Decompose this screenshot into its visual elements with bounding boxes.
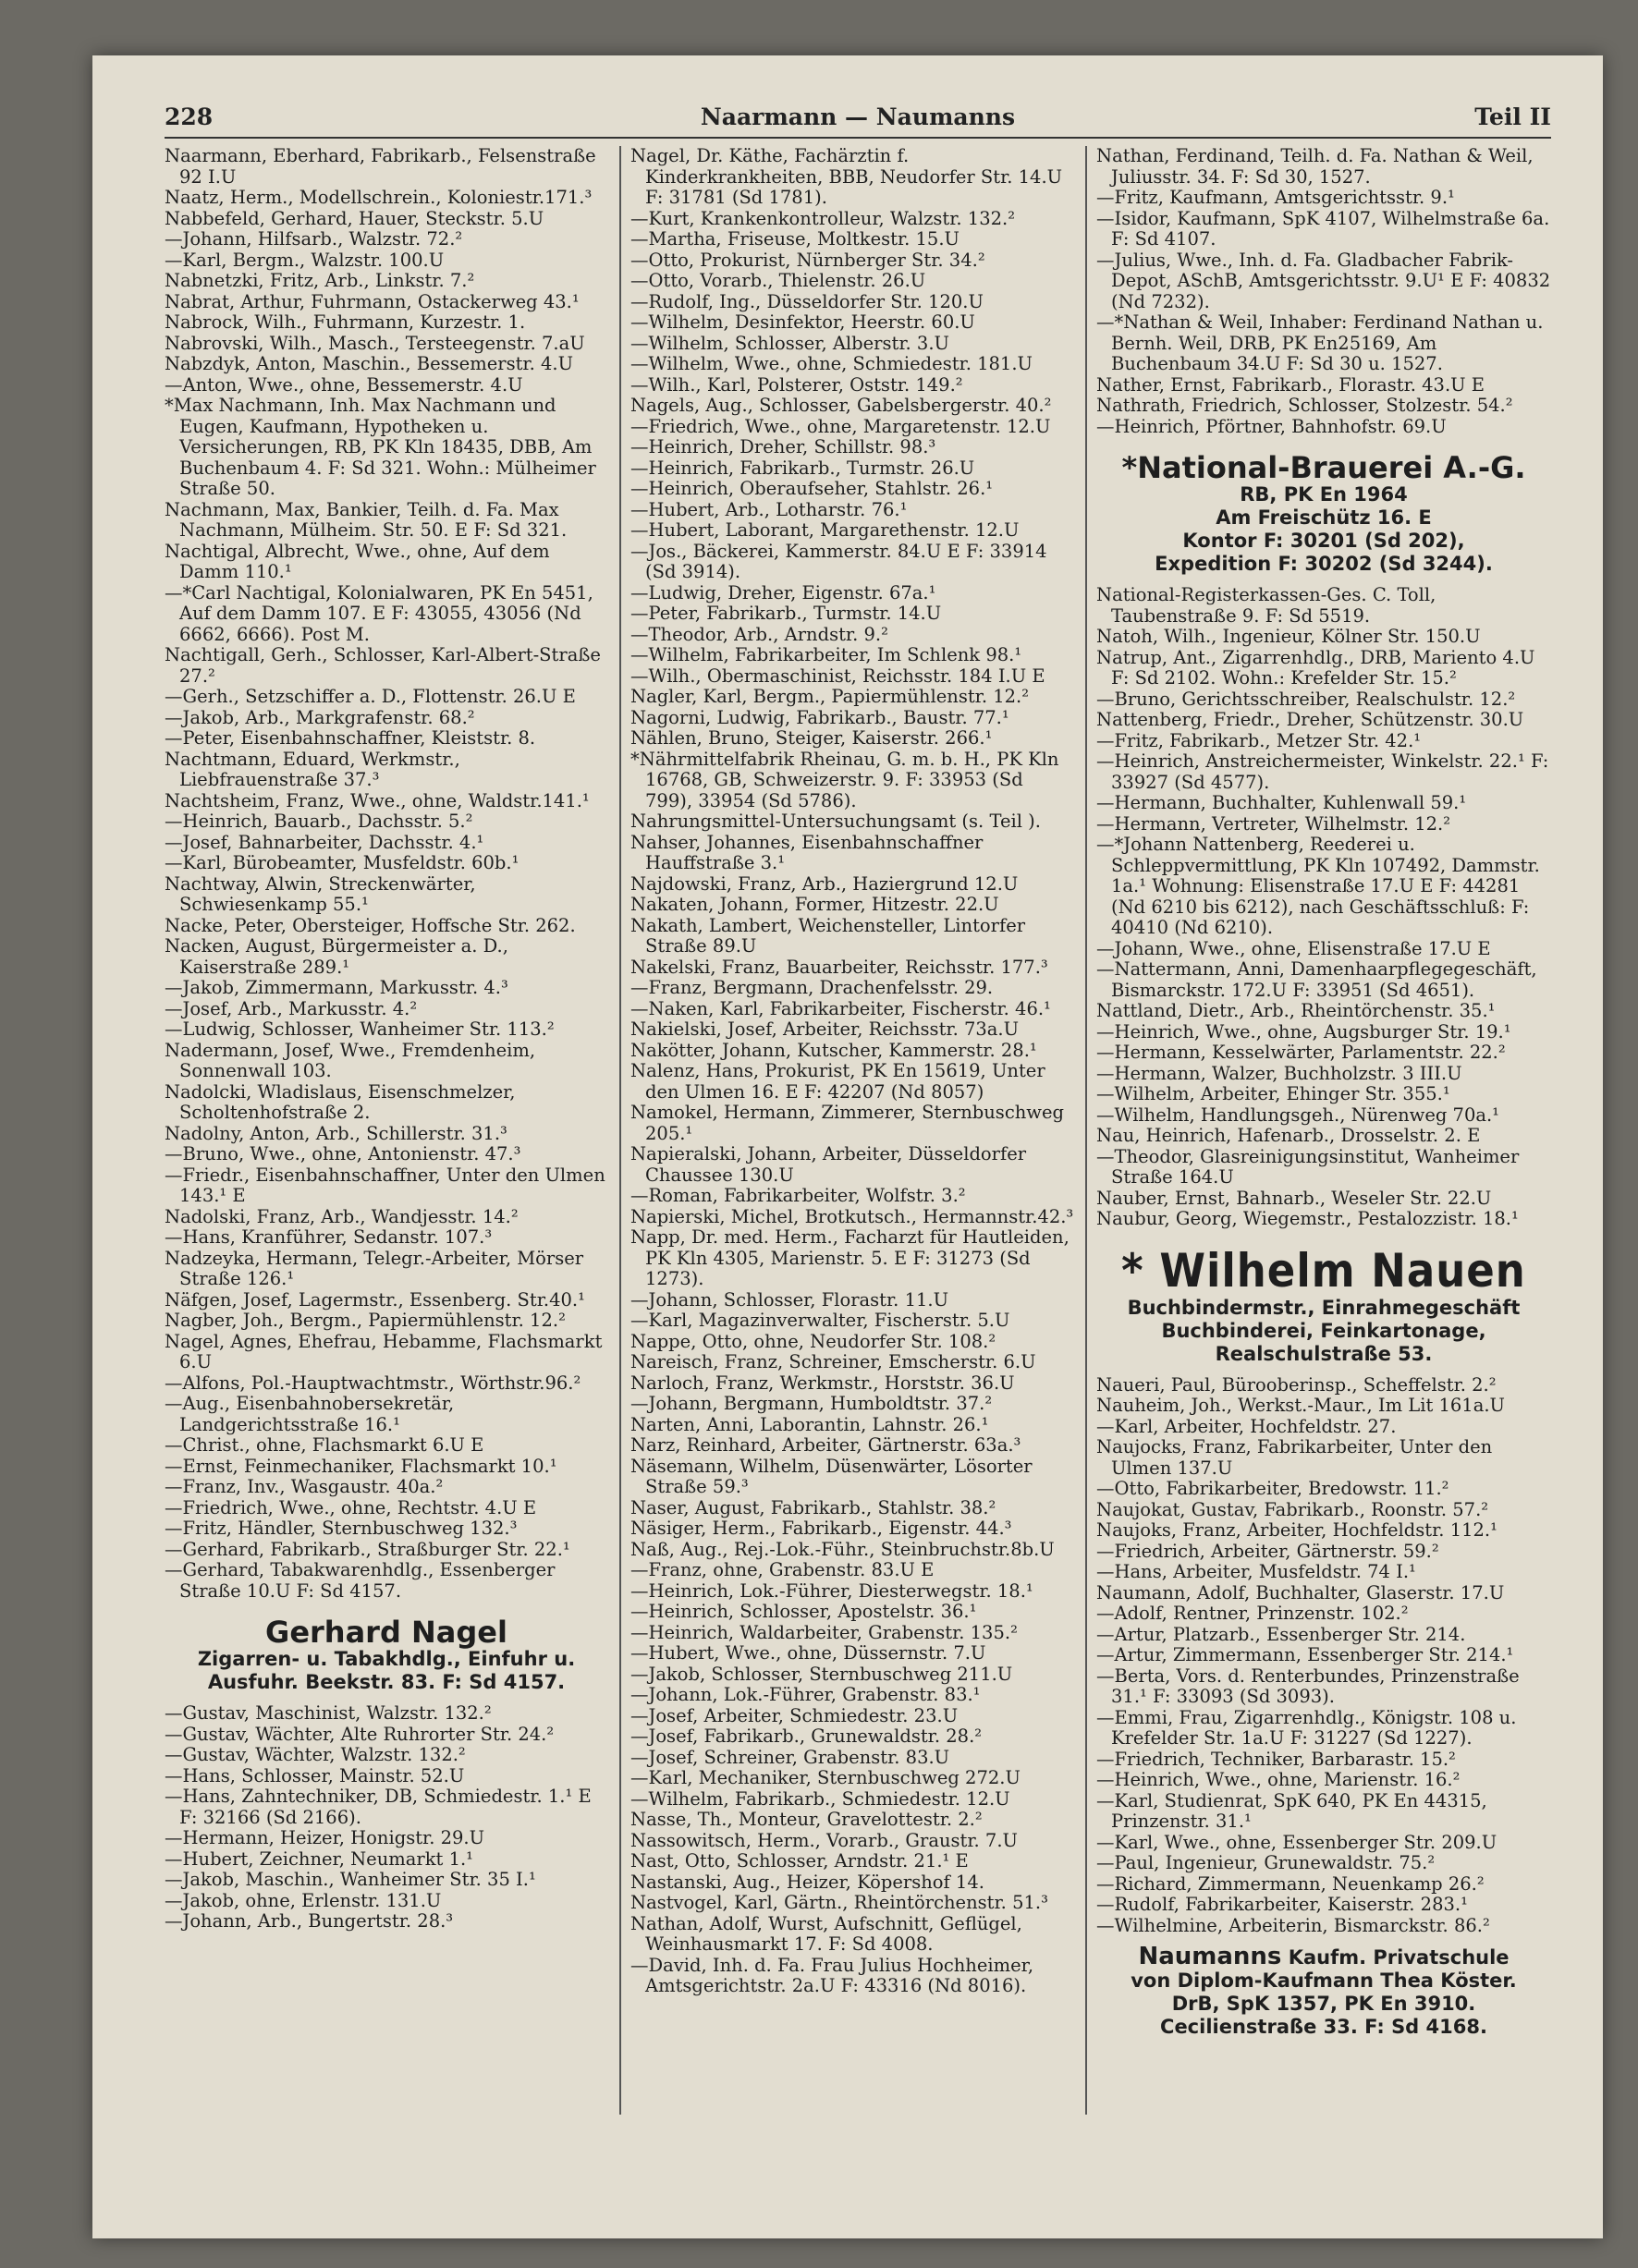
ad-name: Naumanns: [1138, 1943, 1282, 1970]
ad-line: Am Freischütz 16. E: [1216, 506, 1432, 529]
ad-line: Ausfuhr. Beekstr. 83. F: Sd 4157.: [207, 1671, 566, 1693]
directory-entry: Naatz, Herm., Modellschrein., Koloniestr.171.³: [165, 187, 593, 208]
directory-entry: Narten, Anni, Laborantin, Lahnstr. 26.¹: [630, 1413, 989, 1435]
directory-entry: Näsemann, Wilhelm, Düsenwärter, Lösorter Straße 59.³: [630, 1455, 1033, 1497]
directory-entry: Nagel, Agnes, Ehefrau, Hebamme, Flachsmarkt 6.U: [165, 1330, 603, 1372]
directory-entry: —Heinrich, Bauarb., Dachsstr. 5.²: [165, 811, 473, 832]
directory-entry: Nagel, Dr. Käthe, Fachärztin f. Kinderkrankheiten, BBB, Neudorfer Str. 14.U F: 31781 (Sd 1781).: [630, 146, 1063, 208]
directory-entry: —Karl, Bergm., Walzstr. 100.U: [165, 249, 445, 271]
entry-list: [1096, 1375, 1551, 1937]
directory-entry: —Johann, Lok.-Führer, Grabenstr. 83.¹: [630, 1684, 981, 1705]
directory-entry: Nakötter, Johann, Kutscher, Kammerstr. 28.¹: [630, 1039, 1037, 1061]
directory-entry: —Friedr., Eisenbahnschaffner, Unter den Ulmen 143.¹ E: [165, 1164, 605, 1206]
directory-entry: —Wilhelm, Fabrikarb., Schmiedestr. 12.U: [630, 1787, 1010, 1810]
directory-entry: Nast, Otto, Schlosser, Arndstr. 21.¹ E: [630, 1850, 969, 1872]
directory-entry: Napp, Dr. med. Herm., Facharzt für Hautleiden, PK Kln 4305, Marienstr. 5. E F: 31273 (Sd 1273).: [630, 1226, 1070, 1289]
directory-entry: Nacken, August, Bürgermeister a. D., Kaiserstraße 289.¹: [165, 935, 508, 978]
directory-entry: —Wilh., Karl, Polsterer, Oststr. 149.²: [630, 373, 963, 396]
directory-entry: —Ludwig, Schlosser, Wanheimer Str. 113.²: [165, 1018, 555, 1040]
directory-entry: —Jos., Bäckerei, Kammerstr. 84.U E F: 33914 (Sd 3914).: [630, 540, 1047, 582]
directory-entry: —Jakob, Zimmermann, Markusstr. 4.³: [165, 977, 508, 998]
entry-list: [630, 146, 1074, 1997]
directory-entry: Nareisch, Franz, Schreiner, Emscherstr. 6.U: [630, 1351, 1036, 1372]
directory-entry: —*Nathan & Weil, Inhaber: Ferdinand Nathan u. Bernh. Weil, DRB, PK En25169, Am Buchenbaum 34.U F: Sd 30 u. 1527.: [1096, 311, 1544, 374]
directory-entry: —Wilhelm, Schlosser, Alberstr. 3.U: [630, 332, 949, 354]
directory-entry: Nabrock, Wilh., Fuhrmann, Kurzestr. 1.: [165, 311, 526, 333]
directory-entry: —Hubert, Zeichner, Neumarkt 1.¹: [165, 1847, 473, 1870]
directory-entry: —Hubert, Arb., Lotharstr. 76.¹: [630, 498, 908, 520]
ad-line: Buchbinderei, Feinkartonage,: [1161, 1319, 1486, 1342]
directory-entry: Näsiger, Herm., Fabrikarb., Eigenstr. 44.³: [630, 1518, 1012, 1539]
directory-entry: —Julius, Wwe., Inh. d. Fa. Gladbacher Fabrik-Depot, ASchB, Amtsgerichtsstr. 9.U¹ E F: 40832 (Nd 7232).: [1096, 249, 1551, 312]
directory-entry: —Franz, Inv., Wasgaustr. 40a.²: [165, 1476, 444, 1497]
directory-entry: —Karl, Bürobeamter, Musfeldstr. 60b.¹: [165, 852, 520, 873]
directory-entry: —Friedrich, Wwe., ohne, Rechtstr. 4.U E: [165, 1496, 537, 1518]
ad-line: DrB, SpK 1357, PK En 3910.: [1171, 1993, 1476, 2015]
directory-entry: —Wilhelm, Arbeiter, Ehinger Str. 355.¹: [1096, 1083, 1450, 1104]
directory-entry: —Johann, Hilfsarb., Walzstr. 72.²: [165, 228, 463, 250]
directory-entry: Najdowski, Franz, Arb., Haziergrund 12.U: [630, 872, 1019, 895]
directory-entry: —Johann, Wwe., ohne, Elisenstraße 17.U E: [1096, 937, 1491, 959]
directory-entry: Nabnetzki, Fritz, Arb., Linkstr. 7.²: [165, 270, 475, 291]
directory-entry: —Karl, Magazinverwalter, Fischerstr. 5.U: [630, 1310, 1010, 1331]
directory-entry: —Josef, Fabrikarb., Grunewaldstr. 28.²: [630, 1725, 983, 1747]
directory-entry: Nagler, Karl, Bergm., Papiermühlenstr. 12.²: [630, 686, 1030, 707]
directory-entry: —*Carl Nachtigal, Kolonialwaren, PK En 5451, Auf dem Damm 107. E F: 43055, 43056 (Nd 6662, 6666). Post M.: [165, 581, 593, 645]
directory-entry: —Artur, Platzarb., Essenberger Str. 214.: [1096, 1623, 1466, 1645]
directory-entry: —Wilhelm, Fabrikarbeiter, Im Schlenk 98.¹: [630, 644, 1022, 665]
directory-entry: —David, Inh. d. Fa. Frau Julius Hochheimer, Amtsgerichtstr. 2a.U F: 43316 (Nd 8016).: [630, 1954, 1034, 1996]
page-number: 228: [165, 104, 214, 130]
directory-entry: Nabzdyk, Anton, Maschin., Bessemerstr. 4.U: [165, 353, 574, 374]
directory-entry: —Artur, Zimmermann, Essenberger Str. 214.¹: [1096, 1644, 1514, 1665]
directory-entry: —Emmi, Frau, Zigarrenhdlg., Königstr. 108 u. Krefelder Str. 1a.U F: 31227 (Sd 1227).: [1096, 1706, 1517, 1749]
directory-entry: —Paul, Ingenieur, Grunewaldstr. 75.²: [1096, 1852, 1436, 1873]
directory-entry: —Gerh., Setzschiffer a. D., Flottenstr. 26.U E: [165, 686, 576, 707]
directory-entry: Nagels, Aug., Schlosser, Gabelsbergerstr. 40.²: [630, 395, 1052, 416]
directory-entry: —Gustav, Wächter, Walzstr. 132.²: [165, 1744, 466, 1765]
directory-entry: Naujokat, Gustav, Fabrikarb., Roonstr. 57.²: [1096, 1498, 1489, 1520]
directory-entry: —Gerhard, Fabrikarb., Straßburger Str. 22.¹: [165, 1538, 570, 1560]
directory-entry: Nachmann, Max, Bankier, Teilh. d. Fa. Max Nachmann, Mülheim. Str. 50. E F: Sd 321.: [165, 498, 568, 541]
directory-entry: —Otto, Prokurist, Nürnberger Str. 34.²: [630, 249, 985, 271]
directory-entry: —Fritz, Händler, Sternbuschweg 132.³: [165, 1518, 518, 1539]
ad-naumanns: [1096, 1945, 1551, 2039]
directory-entry: Nakaten, Johann, Former, Hitzestr. 22.U: [630, 894, 999, 915]
directory-entry: —Otto, Fabrikarbeiter, Bredowstr. 11.²: [1096, 1478, 1449, 1499]
directory-entry: —Heinrich, Wwe., ohne, Marienstr. 16.²: [1096, 1769, 1461, 1790]
directory-entry: —Christ., ohne, Flachsmarkt 6.U E: [165, 1434, 484, 1456]
directory-entry: —Jakob, ohne, Erlenstr. 131.U: [165, 1889, 442, 1911]
directory-entry: *Max Nachmann, Inh. Max Nachmann und Eugen, Kaufmann, Hypotheken u. Versicherungen, RB, PK Kln 18435, DBB, Am Buchenbaum 4. F: Sd 321. Wohn.: Mülheimer Straße 50.: [165, 395, 596, 499]
directory-entry: —Hermann, Buchhalter, Kuhlenwall 59.¹: [1096, 792, 1467, 813]
directory-entry: —Heinrich, Oberaufseher, Stahlstr. 26.¹: [630, 478, 994, 499]
directory-entry: —Johann, Bergmann, Humboldtstr. 37.²: [630, 1393, 993, 1414]
directory-entry: Nathrath, Friedrich, Schlosser, Stolzestr. 54.²: [1096, 395, 1513, 416]
directory-entry: —Ludwig, Dreher, Eigenstr. 67a.¹: [630, 581, 936, 604]
directory-entry: —Berta, Vors. d. Renterbundes, Prinzenstraße 31.¹ F: 33093 (Sd 3093).: [1096, 1664, 1520, 1707]
directory-entry: Nauber, Ernst, Bahnarb., Weseler Str. 22.U: [1096, 1187, 1492, 1209]
directory-entry: —Heinrich, Schlosser, Apostelstr. 36.¹: [630, 1601, 977, 1622]
directory-entry: Näfgen, Josef, Lagermstr., Essenberg. Str.40.¹: [165, 1288, 585, 1311]
directory-entry: Nalenz, Hans, Prokurist, PK En 15619, Unter den Ulmen 16. E F: 42207 (Nd 8057): [630, 1060, 1045, 1103]
entry-list: [165, 146, 608, 1602]
directory-entry: —Karl, Wwe., ohne, Essenberger Str. 209.U: [1096, 1831, 1497, 1853]
ad-name: * Wilhelm Nauen: [1121, 1243, 1526, 1298]
ad-line: Buchbindermstr., Einrahmegeschäft: [1127, 1296, 1521, 1319]
directory-entry: —Heinrich, Lok.-Führer, Diesterwegstr. 18.¹: [630, 1579, 1033, 1602]
directory-entry: —Adolf, Rentner, Prinzenstr. 102.²: [1096, 1603, 1409, 1624]
directory-entry: —Gustav, Maschinist, Walzstr. 132.²: [165, 1702, 492, 1724]
directory-entry: —Naken, Karl, Fabrikarbeiter, Fischerstr. 46.¹: [630, 997, 1051, 1019]
directory-entry: Nassowitsch, Herm., Vorarb., Graustr. 7.U: [630, 1829, 1018, 1851]
directory-entry: Nattenberg, Friedr., Dreher, Schützenstr. 30.U: [1096, 709, 1524, 730]
directory-entry: Nagorni, Ludwig, Fabrikarb., Baustr. 77.¹: [630, 706, 1009, 728]
directory-entry: Nadolcki, Wladislaus, Eisenschmelzer, Scholtenhofstraße 2.: [165, 1080, 516, 1123]
directory-entry: Naß, Aug., Rej.-Lok.-Führ., Steinbruchstr.8b.U: [630, 1538, 1055, 1560]
directory-entry: Natrup, Ant., Zigarrenhdlg., DRB, Mariento 4.U F: Sd 2102. Wohn.: Krefelder Str. 15.²: [1096, 646, 1535, 689]
directory-entry: Natoh, Wilh., Ingenieur, Kölner Str. 150.U: [1096, 626, 1481, 647]
ad-name: *National-Brauerei A.-G.: [1121, 450, 1526, 485]
directory-entry: —Jakob, Schlosser, Sternbuschweg 211.U: [630, 1663, 1013, 1685]
directory-entry: National-Registerkassen-Ges. C. Toll, Taubenstraße 9. F: Sd 5519.: [1096, 584, 1436, 627]
directory-entry: Nabbefeld, Gerhard, Hauer, Steckstr. 5.U: [165, 207, 544, 229]
directory-entry: —Wilh., Obermaschinist, Reichsstr. 184 I.U E: [630, 665, 1045, 687]
directory-entry: —Bruno, Gerichtsschreiber, Realschulstr. 12.²: [1096, 688, 1516, 710]
directory-entry: Nacke, Peter, Obersteiger, Hoffsche Str. 262.: [165, 914, 576, 936]
ad-national-brauerei: [1096, 452, 1551, 576]
entry-list: [165, 1703, 608, 1933]
ad-name: Gerhard Nagel: [265, 1615, 507, 1650]
directory-entry: —Karl, Studienrat, SpK 640, PK En 44315, Prinzenstr. 31.¹: [1096, 1789, 1487, 1832]
directory-entry: —Josef, Bahnarbeiter, Dachsstr. 4.¹: [165, 831, 484, 853]
directory-entry: Nachtmann, Eduard, Werkmstr., Liebfrauenstraße 37.³: [165, 748, 460, 790]
directory-entry: —Heinrich, Fabrikarb., Turmstr. 26.U: [630, 457, 975, 479]
directory-entry: —Heinrich, Dreher, Schillstr. 98.³: [630, 436, 936, 457]
directory-entry: —Karl, Mechaniker, Sternbuschweg 272.U: [630, 1767, 1021, 1788]
directory-entry: —Otto, Vorarb., Thielenstr. 26.U: [630, 270, 926, 291]
column-divider: [1085, 146, 1087, 2115]
directory-entry: Nauheim, Joh., Werkst.-Maur., Im Lit 161a.U: [1096, 1395, 1505, 1416]
directory-entry: Naser, August, Fabrikarb., Stahlstr. 38.²: [630, 1496, 996, 1518]
directory-entry: —Karl, Arbeiter, Hochfeldstr. 27.: [1096, 1415, 1397, 1437]
directory-entry: —Hubert, Laborant, Margarethenstr. 12.U: [630, 519, 1020, 541]
directory-entry: —Friedrich, Wwe., ohne, Margaretenstr. 12.U: [630, 415, 1051, 437]
header-rule: [165, 137, 1551, 139]
ad-gerhard-nagel: [165, 1616, 608, 1694]
directory-entry: —Alfons, Pol.-Hauptwachtmstr., Wörthstr.96.²: [165, 1372, 581, 1394]
column-divider: [619, 146, 621, 2115]
directory-entry: *Nährmittelfabrik Rheinau, G. m. b. H., PK Kln 16768, GB, Schweizerstr. 9. F: 33953 (Sd 799), 33954 (Sd 5786).: [630, 748, 1059, 811]
directory-entry: —Hermann, Heizer, Honigstr. 29.U: [165, 1827, 485, 1848]
directory-entry: Naubur, Georg, Wiegemstr., Pestalozzistr. 18.¹: [1096, 1208, 1519, 1229]
directory-entry: —Heinrich, Wwe., ohne, Augsburger Str. 19.¹: [1096, 1020, 1511, 1043]
directory-entry: —Josef, Arbeiter, Schmiedestr. 23.U: [630, 1704, 959, 1726]
directory-entry: —Roman, Fabrikarbeiter, Wolfstr. 3.²: [630, 1185, 966, 1206]
page-header: [165, 104, 1551, 140]
directory-entry: —Wilhelm, Handlungsgeh., Nürenweg 70a.¹: [1096, 1104, 1499, 1126]
directory-entry: Nachtigall, Gerh., Schlosser, Karl-Albert-Straße 27.²: [165, 644, 601, 687]
directory-entry: Naujocks, Franz, Fabrikarbeiter, Unter den Ulmen 137.U: [1096, 1436, 1493, 1479]
directory-entry: —Hermann, Kesselwärter, Parlamentstr. 22.²: [1096, 1042, 1506, 1063]
directory-entry: —Hans, Arbeiter, Musfeldstr. 74 I.¹: [1096, 1561, 1416, 1582]
directory-entry: Naarmann, Eberhard, Fabrikarb., Felsenstraße 92 I.U: [165, 146, 596, 188]
directory-entry: Nasse, Th., Monteur, Gravelottestr. 2.²: [630, 1809, 983, 1830]
directory-entry: Nather, Ernst, Fabrikarb., Florastr. 43.U E: [1096, 373, 1485, 396]
ad-line: von Diplom-Kaufmann Thea Köster.: [1131, 1969, 1517, 1992]
ad-line: Kontor F: 30201 (Sd 202),: [1182, 530, 1465, 552]
directory-entry: Nabrat, Arthur, Fuhrmann, Ostackerweg 43.¹: [165, 290, 580, 312]
directory-entry: —Theodor, Glasreinigungsinstitut, Wanheimer Straße 164.U: [1096, 1145, 1520, 1188]
directory-entry: Napierski, Michel, Brotkutsch., Hermannstr.42.³: [630, 1205, 1074, 1227]
directory-page: [92, 55, 1603, 2238]
ad-line: RB, PK En 1964: [1240, 483, 1408, 506]
directory-entry: —Richard, Zimmermann, Neuenkamp 26.²: [1096, 1872, 1485, 1895]
column-3: [1096, 146, 1551, 2207]
directory-entry: Narloch, Franz, Werkmstr., Horststr. 36.U: [630, 1372, 1015, 1394]
directory-entry: Nachtigal, Albrecht, Wwe., ohne, Auf dem Damm 110.¹: [165, 540, 550, 582]
directory-entry: —Heinrich, Anstreichermeister, Winkelstr. 22.¹ F: 33927 (Sd 4577).: [1096, 750, 1549, 793]
directory-entry: —Hermann, Walzer, Buchholzstr. 3 III.U: [1096, 1062, 1462, 1084]
directory-entry: —Hans, Zahntechniker, DB, Schmiedestr. 1.¹ E F: 32166 (Sd 2166).: [165, 1786, 592, 1828]
directory-entry: Nau, Heinrich, Hafenarb., Drosselstr. 2. E: [1096, 1125, 1481, 1146]
directory-entry: —Gustav, Wächter, Alte Ruhrorter Str. 24.²: [165, 1723, 555, 1745]
directory-entry: Nagber, Joh., Bergm., Papiermühlenstr. 12.²: [165, 1310, 566, 1331]
directory-entry: —Heinrich, Waldarbeiter, Grabenstr. 135.²: [630, 1621, 1018, 1643]
directory-entry: —Josef, Arb., Markusstr. 4.²: [165, 997, 418, 1019]
directory-entry: Nabrovski, Wilh., Masch., Tersteegenstr. 7.aU: [165, 332, 585, 354]
directory-entry: Nadermann, Josef, Wwe., Fremdenheim, Sonnenwall 103.: [165, 1039, 536, 1081]
entry-list: [1096, 146, 1551, 437]
directory-entry: —Aug., Eisenbahnobersekretär, Landgerichtsstraße 16.¹: [165, 1393, 455, 1435]
directory-entry: Nählen, Bruno, Steiger, Kaiserstr. 266.¹: [630, 727, 993, 749]
directory-entry: Nakath, Lambert, Weichensteller, Lintorfer Straße 89.U: [630, 914, 1026, 957]
directory-entry: Nadzeyka, Hermann, Telegr.-Arbeiter, Mörser Straße 126.¹: [165, 1247, 584, 1289]
directory-entry: —Franz, ohne, Grabenstr. 83.U E: [630, 1559, 935, 1580]
directory-entry: —Ernst, Feinmechaniker, Flachsmarkt 10.¹: [165, 1455, 557, 1477]
ad-line: Expedition F: 30202 (Sd 3244).: [1155, 553, 1493, 575]
directory-entry: —Martha, Friseuse, Moltkestr. 15.U: [630, 228, 960, 250]
directory-entry: —Hubert, Wwe., ohne, Düssernstr. 7.U: [630, 1642, 986, 1664]
directory-entry: —*Johann Nattenberg, Reederei u. Schleppvermittlung, PK Kln 107492, Dammstr. 1a.¹ Wohnung: Elisenstraße 17.U E F: 44281 (Nd 6210 bis 6212), nach Geschäftsschluß: F: 40410 (Nd 6210).: [1096, 834, 1540, 938]
directory-entry: —Bruno, Wwe., ohne, Antonienstr. 47.³: [165, 1143, 521, 1164]
directory-entry: —Fritz, Fabrikarb., Metzer Str. 42.¹: [1096, 729, 1422, 751]
ad-wilhelm-nauen: [1096, 1245, 1551, 1366]
directory-entry: —Wilhelm, Desinfektor, Heerstr. 60.U: [630, 311, 975, 333]
directory-entry: Naumann, Adolf, Buchhalter, Glaserstr. 17.U: [1096, 1581, 1505, 1603]
directory-entry: Namokel, Hermann, Zimmerer, Sternbuschweg 205.¹: [630, 1102, 1065, 1144]
directory-entry: —Peter, Eisenbahnschaffner, Kleiststr. 8.: [165, 727, 536, 749]
page-title: Naarmann — Naumanns: [700, 104, 1016, 130]
directory-entry: —Fritz, Kaufmann, Amtsgerichtsstr. 9.¹: [1096, 187, 1455, 208]
entry-list: [1096, 585, 1551, 1230]
directory-entry: —Gerhard, Tabakwarenhdlg., Essenberger Straße 10.U F: Sd 4157.: [165, 1559, 556, 1602]
directory-entry: —Nattermann, Anni, Damenhaarpflegegeschäft, Bismarckstr. 172.U F: 33951 (Sd 4651).: [1096, 958, 1537, 1001]
directory-entry: —Hans, Schlosser, Mainstr. 52.U: [165, 1764, 465, 1786]
directory-entry: Nastanski, Aug., Heizer, Köpershof 14.: [630, 1871, 984, 1893]
directory-entry: —Isidor, Kaufmann, SpK 4107, Wilhelmstraße 6a. F: Sd 4107.: [1096, 207, 1550, 250]
directory-entry: Nattland, Dietr., Arb., Rheintörchenstr. 35.¹: [1096, 1000, 1496, 1021]
directory-entry: —Theodor, Arb., Arndstr. 9.²: [630, 623, 888, 645]
directory-entry: —Heinrich, Pförtner, Bahnhofstr. 69.U: [1096, 415, 1447, 437]
directory-entry: —Anton, Wwe., ohne, Bessemerstr. 4.U: [165, 373, 523, 396]
column-1: [165, 146, 608, 2207]
directory-entry: Nappe, Otto, ohne, Neudorfer Str. 108.²: [630, 1330, 996, 1352]
directory-entry: Nahser, Johannes, Eisenbahnschaffner Hauffstraße 3.¹: [630, 831, 984, 873]
ad-line: Cecilienstraße 33. F: Sd 4168.: [1160, 2016, 1487, 2038]
directory-entry: Naueri, Paul, Bürooberinsp., Scheffelstr. 2.²: [1096, 1373, 1497, 1396]
directory-entry: —Jakob, Arb., Markgrafenstr. 68.²: [165, 706, 475, 728]
directory-entry: Nathan, Ferdinand, Teilh. d. Fa. Nathan & Weil, Juliusstr. 34. F: Sd 30, 1527.: [1096, 146, 1534, 188]
directory-entry: —Hermann, Vertreter, Wilhelmstr. 12.²: [1096, 812, 1451, 835]
directory-entry: Nachtway, Alwin, Streckenwärter, Schwiesenkamp 55.¹: [165, 872, 476, 915]
column-2: [630, 146, 1074, 2207]
ad-line: Zigarren- u. Tabakhdlg., Einfuhr u.: [197, 1648, 576, 1670]
directory-entry: Narz, Reinhard, Arbeiter, Gärtnerstr. 63a.³: [630, 1434, 1021, 1456]
directory-entry: Naujoks, Franz, Arbeiter, Hochfeldstr. 112.¹: [1096, 1519, 1497, 1541]
ad-name-rest: Kaufm. Privatschule: [1281, 1946, 1510, 1969]
directory-entry: Nathan, Adolf, Wurst, Aufschnitt, Geflügel, Weinhausmarkt 17. F: Sd 4008.: [630, 1912, 1022, 1955]
directory-entry: Nakielski, Josef, Arbeiter, Reichsstr. 73a.U: [630, 1018, 1020, 1040]
directory-entry: Nadolski, Franz, Arb., Wandjesstr. 14.²: [165, 1205, 519, 1227]
directory-entry: Nakelski, Franz, Bauarbeiter, Reichsstr. 177.³: [630, 956, 1048, 978]
directory-entry: —Kurt, Krankenkontrolleur, Walzstr. 132.²: [630, 207, 1016, 229]
directory-entry: Nachtsheim, Franz, Wwe., ohne, Waldstr.141.¹: [165, 789, 590, 811]
directory-entry: Nastvogel, Karl, Gärtn., Rheintörchenstr. 51.³: [630, 1892, 1048, 1913]
directory-entry: —Hans, Kranführer, Sedanstr. 107.³: [165, 1226, 493, 1248]
ad-title-line: [1096, 1945, 1551, 1969]
directory-entry: Nadolny, Anton, Arb., Schillerstr. 31.³: [165, 1122, 507, 1144]
directory-entry: —Johann, Arb., Bungertstr. 28.³: [165, 1910, 454, 1932]
directory-entry: —Franz, Bergmann, Drachenfelsstr. 29.: [630, 977, 994, 998]
directory-entry: Nahrungsmittel-Untersuchungsamt (s. Teil ).: [630, 811, 1041, 832]
part-label: Teil II: [1474, 104, 1551, 130]
directory-entry: —Peter, Fabrikarb., Turmstr. 14.U: [630, 603, 942, 624]
directory-entry: —Rudolf, Ing., Düsseldorfer Str. 120.U: [630, 290, 984, 312]
directory-entry: —Johann, Schlosser, Florastr. 11.U: [630, 1288, 949, 1311]
directory-entry: —Wilhelm, Wwe., ohne, Schmiedestr. 181.U: [630, 353, 1033, 374]
directory-entry: —Josef, Schreiner, Grabenstr. 83.U: [630, 1746, 950, 1768]
directory-entry: —Wilhelmine, Arbeiterin, Bismarckstr. 86.²: [1096, 1914, 1490, 1936]
directory-entry: —Friedrich, Techniker, Barbarastr. 15.²: [1096, 1748, 1456, 1770]
directory-entry: —Jakob, Maschin., Wanheimer Str. 35 I.¹: [165, 1869, 536, 1890]
directory-entry: —Rudolf, Fabrikarbeiter, Kaiserstr. 283.¹: [1096, 1894, 1468, 1915]
ad-line: Realschulstraße 53.: [1215, 1342, 1433, 1365]
directory-entry: Napieralski, Johann, Arbeiter, Düsseldorfer Chaussee 130.U: [630, 1143, 1027, 1186]
directory-entry: —Friedrich, Arbeiter, Gärtnerstr. 59.²: [1096, 1540, 1439, 1562]
